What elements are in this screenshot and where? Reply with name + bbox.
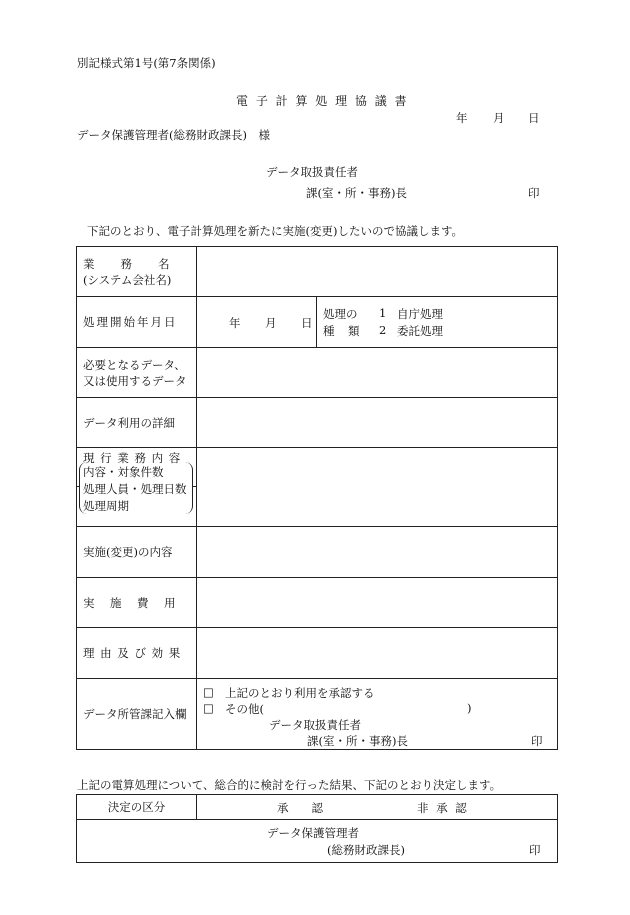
addressee: データ保護管理者(総務財政課長) 様 <box>77 128 270 142</box>
decision-table <box>76 794 558 863</box>
intro-text: 下記のとおり、電子計算処理を新たに実施(変更)したいので協議します。 <box>87 224 464 238</box>
approve-option[interactable]: 承 認 <box>277 801 323 815</box>
form-number: 別記様式第1号(第7条関係) <box>77 56 216 70</box>
dept-entry-field: □ 上記のとおり利用を承認する □ その他( ) データ取扱責任者 課(室・所・事務)長 印 <box>197 679 558 750</box>
current-work-field[interactable] <box>197 448 558 527</box>
data-needed-field[interactable] <box>197 348 558 398</box>
sender-title: データ取扱責任者 <box>266 165 358 179</box>
reason-field[interactable] <box>197 628 558 679</box>
manager-signature: データ保護管理者 (総務財政課長) 印 <box>77 820 558 863</box>
dept-entry-label: データ所管課記入欄 <box>77 679 197 750</box>
other-checkbox[interactable]: □ <box>203 701 214 715</box>
data-use-label: データ利用の詳細 <box>77 398 197 448</box>
application-form-table <box>76 246 558 750</box>
seal-mark: 印 <box>531 734 543 748</box>
seal-mark: 印 <box>529 843 541 857</box>
kind-option-outsource[interactable]: 委託処理 <box>397 324 443 338</box>
current-work-label: 現 行 業 務 内 容 内容・対象件数 処理人員・処理日数 処理周期 <box>77 448 197 527</box>
change-label: 実施(変更)の内容 <box>77 527 197 578</box>
decision-intro: 上記の電算処理について、総合的に検討を行った結果、下記のとおり決定します。 <box>77 778 502 792</box>
start-date-label: 処理開始年月日 <box>77 297 197 348</box>
change-field[interactable] <box>197 527 558 578</box>
kind-option-self[interactable]: 自庁処理 <box>397 307 443 321</box>
date-month: 月 <box>493 111 505 125</box>
decision-label: 決定の区分 <box>77 795 197 820</box>
cost-label: 実 施 費 用 <box>77 578 197 628</box>
date-year: 年 <box>456 111 468 125</box>
sender-dept: 課(室・所・事務)長 <box>306 186 407 200</box>
business-name-field[interactable] <box>197 247 558 297</box>
data-use-field[interactable] <box>197 398 558 448</box>
decision-options <box>197 795 558 820</box>
document-title: 電 子 計 算 処 理 協 議 書 <box>236 94 409 108</box>
approve-checkbox[interactable]: □ <box>203 685 214 699</box>
data-needed-label: 必要となるデータ、 又は使用するデータ <box>77 348 197 398</box>
reason-label: 理 由 及 び 効 果 <box>77 628 197 679</box>
seal-mark: 印 <box>528 186 540 200</box>
reject-option[interactable]: 非 承 認 <box>417 801 469 815</box>
cost-field[interactable] <box>197 578 558 628</box>
business-name-label: 業 務 名 (システム会社名) <box>77 247 197 297</box>
date-day: 日 <box>528 111 540 125</box>
start-date-field[interactable]: 年 月 日 <box>197 297 317 348</box>
processing-kind-cell: 処理の 種 類 1 自庁処理 2 委託処理 <box>317 297 558 348</box>
